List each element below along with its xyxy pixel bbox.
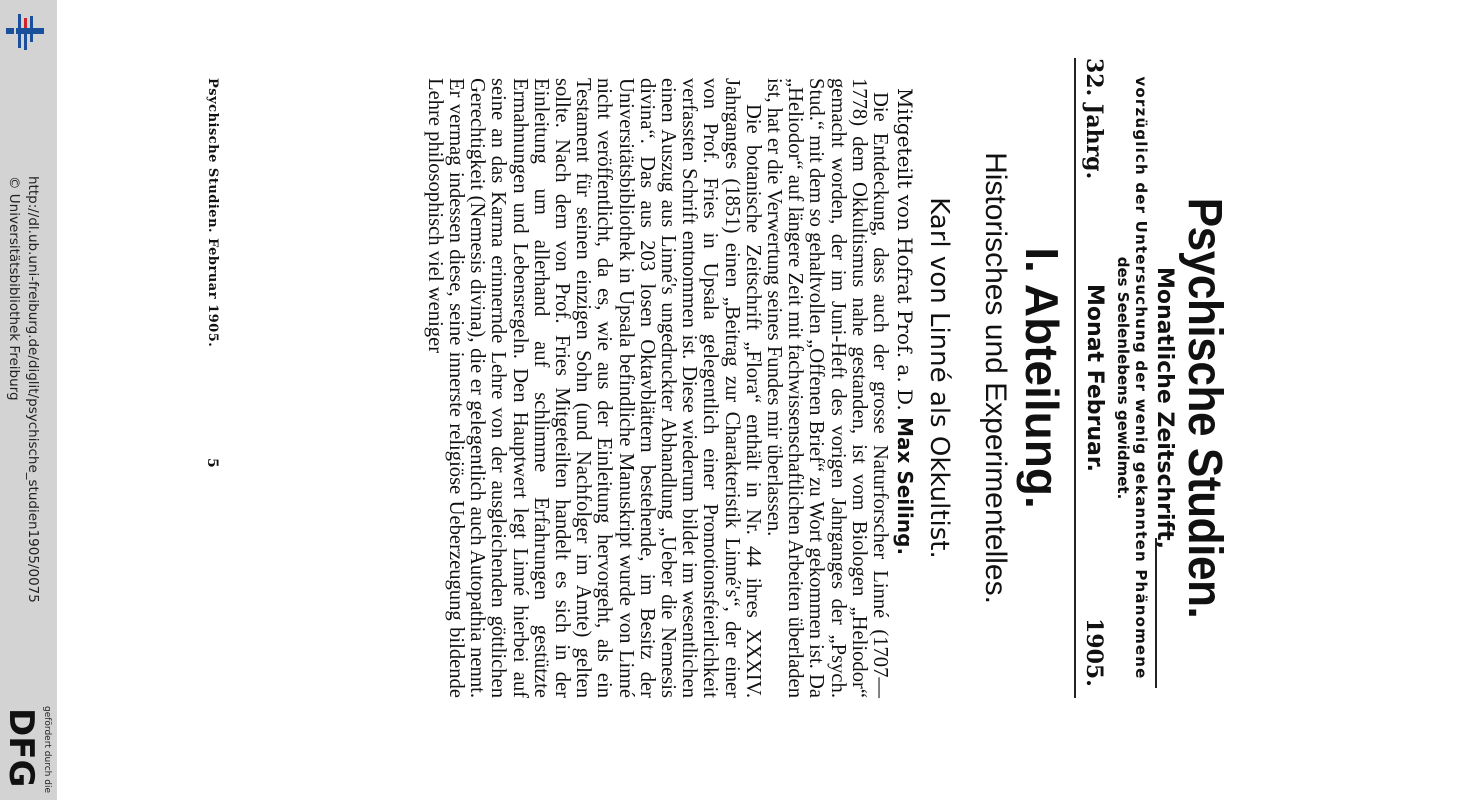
article-body — [424, 78, 890, 698]
section-heading: I. Abteilung. — [1016, 247, 1068, 509]
issue-year: 1905. — [1081, 618, 1107, 687]
source-url[interactable]: http://dl.ub.uni-freiburg.de/diglit/psychische_studien1905/0075 — [25, 176, 41, 603]
journal-subtitle: Monatliche Zeitschrift, — [1152, 267, 1177, 549]
article-title: Karl von Linné als Okkultist. — [924, 197, 954, 559]
scanned-page — [190, 58, 1230, 698]
paragraph: Die botanische Zeitschrift „Flora“ enthält in Nr. 44 ihres XXXIV. Jahrganges (1851) einen „Beitrag zur Charakteristik Linné's“, der einer von Prof. Fries in Upsala gelegentlich einer Promotionsfeierlichkeit verfassten Schrift entnommen ist. Diese wiederum bildet im wesentlichen einen Auszug aus Linné's ungedruckter Abhandlung „Ueber die Nemesis divina“. Das aus 203 losen Oktavblättern bestehende, im Besitz der Universitätsbibliothek in Upsala befindliche Manuskript wurde von Linné nicht veröffentlicht, da es, wie aus der Einleitung hervorgeht, als ein Testament für seinen einzigen Sohn (und Nachfolger im Amte) gelten sollte. Nach dem von Prof. Fries Mitgeteilten handelt es sich in der Einleitung um allerhand auf schlimme Erfahrungen gestützte Ermahnungen und Lebensregeln. Den Hauptwert legt Linné hierbei auf seine an das Karma erinnernde Lehre von der ausgleichenden göttlichen Gerechtigkeit (Nemesis divina), die er gelegentlich auch Autopathia nennt. Er vermag indessen diese, seine innerste religiöse Ueberzeugung bildende Lehre philosophisch viel weniger — [423, 78, 764, 698]
divider — [1155, 538, 1157, 688]
volume-label: 32. Jahrg. — [1081, 58, 1107, 180]
library-logo-icon — [6, 10, 48, 54]
journal-description-line1: vorzüglich der Untersuchung der wenig gekannten Phänomene — [1132, 76, 1150, 680]
issue-month: Monat Februar. — [1082, 284, 1107, 472]
funder-logo-text: DFG — [1, 708, 41, 788]
byline-author: Max Seiling. — [893, 417, 917, 556]
page-footer: Psychische Studien. Februar 1905. — [205, 78, 220, 348]
divider — [1074, 58, 1076, 698]
page-number: 5 — [204, 458, 220, 468]
paragraph: Die Entdeckung, dass auch der grosse Naturforscher Linné (1707—1778) dem Okkultismus nahe gestanden, ist vom Biologen „Heliodor“ gemacht worden, der im Juni-Heft des vorigen Jahrganges der „Psych. Stud.“ mit dem so gehaltvollen „Offenen Brief“ zu Wort gekommen ist. Da „Heliodor“ auf längere Zeit mit fachwissenschaftlichen Arbeiten überladen ist, hat er die Verwertung seines Fundes mir überlassen. — [762, 78, 891, 698]
viewer-sidebar — [0, 0, 57, 800]
article-byline — [892, 88, 918, 688]
byline-prefix: Mitgeteilt von Hofrat Prof. a. D. — [893, 88, 917, 411]
copyright-notice: © Universitätsbibliothek Freiburg — [6, 176, 22, 401]
journal-title: Psychische Studien. — [1178, 197, 1231, 619]
journal-description-line2: des Seelenlebens gewidmet. — [1114, 256, 1132, 500]
funding-note: gefördert durch die — [42, 706, 52, 793]
dfg-logo-icon — [1, 708, 41, 788]
section-subheading: Historisches und Experimentelles. — [979, 152, 1012, 604]
